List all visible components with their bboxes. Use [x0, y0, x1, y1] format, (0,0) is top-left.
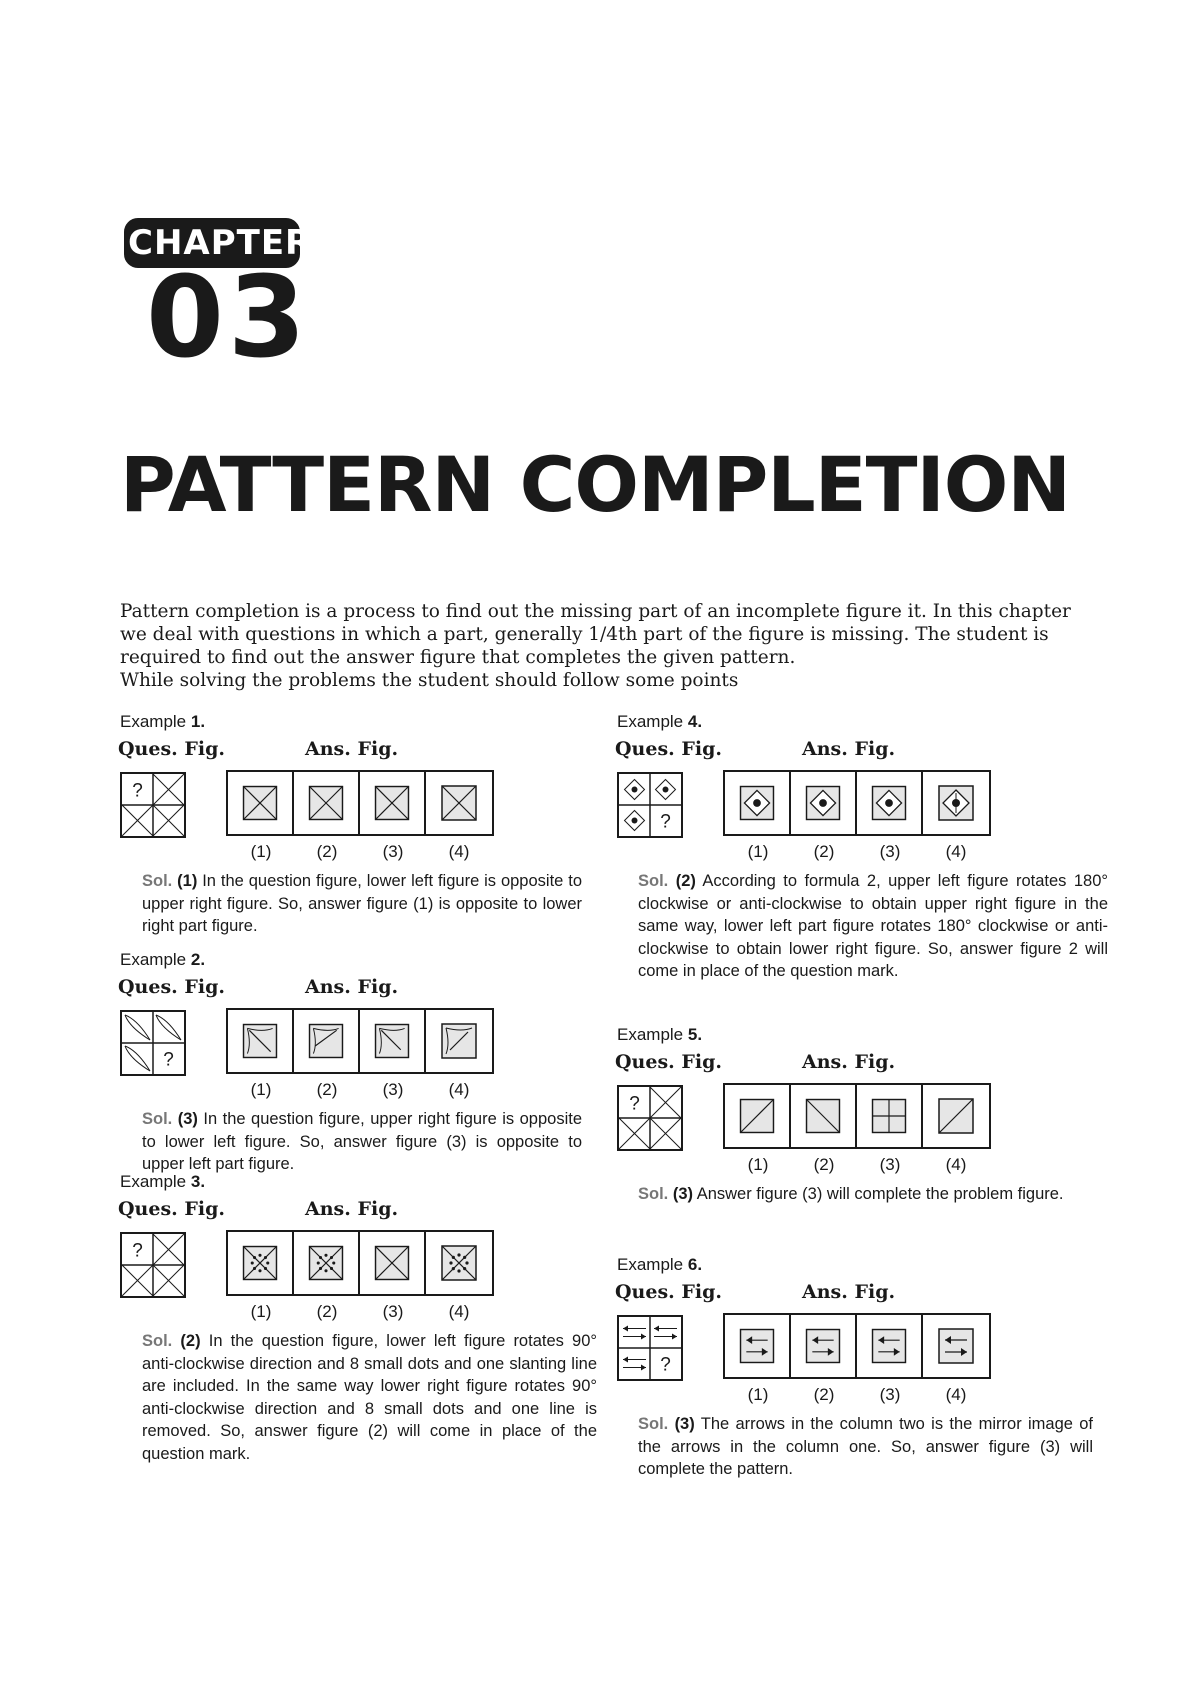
option-number: (4): [945, 842, 967, 861]
answer-option[interactable]: [857, 1315, 923, 1377]
chapter-number: 03: [146, 253, 310, 383]
answer-option[interactable]: [426, 1010, 492, 1072]
solution-text: [142, 1330, 597, 1465]
option-number: (1): [250, 842, 272, 861]
option-number: (3): [382, 842, 404, 861]
example-number: 5.: [687, 1025, 703, 1044]
sol-explanation: According to formula 2, upper left figure rotates 180° clockwise or anti-clockwise to obtain upper right figure in the same way, lower left part figure rotates 180° clockwise or anti-clockwise to obtain lower right figure. So, answer figure 2 will come in place of the question mark.: [638, 872, 1108, 980]
answer-figures: [723, 770, 991, 836]
answer-option[interactable]: [725, 1315, 791, 1377]
option-number: (4): [945, 1385, 967, 1404]
option-number: (4): [448, 1080, 470, 1099]
answer-option[interactable]: [294, 772, 360, 834]
option-number: (3): [382, 1080, 404, 1099]
example-label: [617, 1025, 702, 1045]
answer-option[interactable]: [725, 772, 791, 834]
example-label: [617, 1255, 702, 1275]
example-word: Example: [617, 1255, 688, 1274]
answer-figures: [226, 1230, 494, 1296]
example-word: Example: [120, 712, 191, 731]
option-numbers: [725, 1385, 989, 1405]
question-figure: [617, 1315, 683, 1381]
solution-text: [638, 1183, 1093, 1206]
answer-option[interactable]: [294, 1010, 360, 1072]
question-figure: [617, 1085, 683, 1151]
example-word: Example: [120, 950, 191, 969]
example-label: [120, 950, 205, 970]
option-numbers: [228, 842, 492, 862]
answer-option[interactable]: [857, 1085, 923, 1147]
answer-option[interactable]: [228, 772, 294, 834]
option-number: (2): [316, 1080, 338, 1099]
sol-explanation: The arrows in the column two is the mirror image of the arrows in the column one. So, answer figure (3) will complete the pattern.: [638, 1415, 1093, 1478]
example-word: Example: [617, 1025, 688, 1044]
chapter-label: CHAPTER: [124, 218, 300, 268]
sol-answer: (2): [675, 872, 696, 890]
answer-figures: [226, 1008, 494, 1074]
answer-option[interactable]: [791, 1085, 857, 1147]
question-mark: ?: [660, 1354, 671, 1376]
answer-option[interactable]: [791, 1315, 857, 1377]
answer-option[interactable]: [228, 1010, 294, 1072]
example-label: [617, 712, 702, 732]
sol-explanation: In the question figure, lower left figure is opposite to upper right figure. So, answer figure (1) is opposite to lower right part figure.: [142, 872, 582, 935]
intro-points-line: While solving the problems the student should follow some points: [120, 670, 739, 691]
sol-answer: (2): [180, 1332, 201, 1350]
solution-text: [638, 1413, 1093, 1481]
ans-fig-label: Ans. Fig.: [305, 738, 399, 760]
example-number: 4.: [687, 712, 703, 731]
example-number: 1.: [190, 712, 206, 731]
page-title: PATTERN COMPLETION: [120, 440, 1070, 529]
sol-answer: (1): [177, 872, 198, 890]
option-numbers: [228, 1302, 492, 1322]
sol-label: Sol.: [638, 1415, 675, 1433]
example-word: Example: [617, 712, 688, 731]
sol-answer: (3): [674, 1415, 695, 1433]
example-number: 3.: [190, 1172, 206, 1191]
example-label: [120, 712, 205, 732]
answer-option[interactable]: [360, 772, 426, 834]
ques-fig-label: Ques. Fig.: [118, 976, 225, 998]
intro-text: [120, 600, 1090, 692]
option-number: (1): [250, 1302, 272, 1321]
answer-option[interactable]: [857, 772, 923, 834]
sol-answer: (3): [177, 1110, 198, 1128]
ques-fig-label: Ques. Fig.: [615, 738, 722, 760]
option-number: (2): [316, 1302, 338, 1321]
option-number: (1): [747, 1385, 769, 1404]
question-figure: [120, 1010, 186, 1076]
solution-text: [142, 870, 582, 938]
answer-option[interactable]: [228, 1232, 294, 1294]
option-number: (2): [316, 842, 338, 861]
sol-label: Sol.: [142, 872, 178, 890]
option-number: (2): [813, 842, 835, 861]
question-figure: [617, 772, 683, 838]
answer-figures: [723, 1083, 991, 1149]
intro-paragraph: Pattern completion is a process to find out the missing part of an incomplete figure it. In this chapter we deal with questions in which a part, generally 1/4th part of the figure is missing. The student is required to find out the answer figure that completes the given pattern.: [120, 601, 1071, 668]
solution-text: [638, 870, 1108, 983]
answer-option[interactable]: [294, 1232, 360, 1294]
question-figure: [120, 772, 186, 838]
answer-option[interactable]: [923, 1085, 989, 1147]
answer-option[interactable]: [426, 1232, 492, 1294]
sol-explanation: Answer figure (3) will complete the problem figure.: [693, 1185, 1064, 1203]
question-mark: ?: [132, 1240, 143, 1262]
option-number: (3): [879, 1385, 901, 1404]
sol-label: Sol.: [142, 1110, 178, 1128]
example-number: 6.: [687, 1255, 703, 1274]
ques-fig-label: Ques. Fig.: [118, 1198, 225, 1220]
question-mark: ?: [163, 1049, 174, 1071]
answer-option[interactable]: [923, 772, 989, 834]
option-number: (1): [250, 1080, 272, 1099]
sol-label: Sol.: [142, 1332, 181, 1350]
ans-fig-label: Ans. Fig.: [305, 1198, 399, 1220]
ans-fig-label: Ans. Fig.: [802, 738, 896, 760]
answer-figures: [226, 770, 494, 836]
sol-explanation: In the question figure, upper right figure is opposite to lower left figure. So, answer figure (3) is opposite to upper left part figure.: [142, 1110, 582, 1173]
option-numbers: [228, 1080, 492, 1100]
example-number: 2.: [190, 950, 206, 969]
sol-label: Sol.: [638, 872, 676, 890]
option-numbers: [725, 842, 989, 862]
ques-fig-label: Ques. Fig.: [615, 1281, 722, 1303]
option-numbers: [725, 1155, 989, 1175]
answer-figures: [723, 1313, 991, 1379]
option-number: (4): [945, 1155, 967, 1174]
option-number: (4): [448, 842, 470, 861]
answer-option[interactable]: [725, 1085, 791, 1147]
question-mark: ?: [660, 811, 671, 833]
question-mark: ?: [132, 780, 143, 802]
sol-label: Sol.: [638, 1185, 673, 1203]
option-number: (1): [747, 842, 769, 861]
answer-option[interactable]: [360, 1232, 426, 1294]
ans-fig-label: Ans. Fig.: [802, 1051, 896, 1073]
answer-option[interactable]: [791, 772, 857, 834]
ques-fig-label: Ques. Fig.: [615, 1051, 722, 1073]
sol-explanation: In the question figure, lower left figure rotates 90° anti-clockwise direction and 8 small dots and one slanting line are included. In the same way lower right figure rotates 90° anti-clockwise direction and 8 small dots and one line is removed. So, answer figure (2) will come in place of the question mark.: [142, 1332, 597, 1463]
question-mark: ?: [629, 1093, 640, 1115]
answer-option[interactable]: [360, 1010, 426, 1072]
option-number: (4): [448, 1302, 470, 1321]
option-number: (3): [879, 1155, 901, 1174]
ans-fig-label: Ans. Fig.: [802, 1281, 896, 1303]
answer-option[interactable]: [923, 1315, 989, 1377]
option-number: (2): [813, 1385, 835, 1404]
ans-fig-label: Ans. Fig.: [305, 976, 399, 998]
answer-option[interactable]: [426, 772, 492, 834]
ques-fig-label: Ques. Fig.: [118, 738, 225, 760]
question-figure: [120, 1232, 186, 1298]
sol-answer: (3): [672, 1185, 694, 1203]
example-word: Example: [120, 1172, 191, 1191]
option-number: (2): [813, 1155, 835, 1174]
option-number: (3): [879, 842, 901, 861]
example-label: [120, 1172, 205, 1192]
solution-text: [142, 1108, 582, 1176]
option-number: (1): [747, 1155, 769, 1174]
option-number: (3): [382, 1302, 404, 1321]
